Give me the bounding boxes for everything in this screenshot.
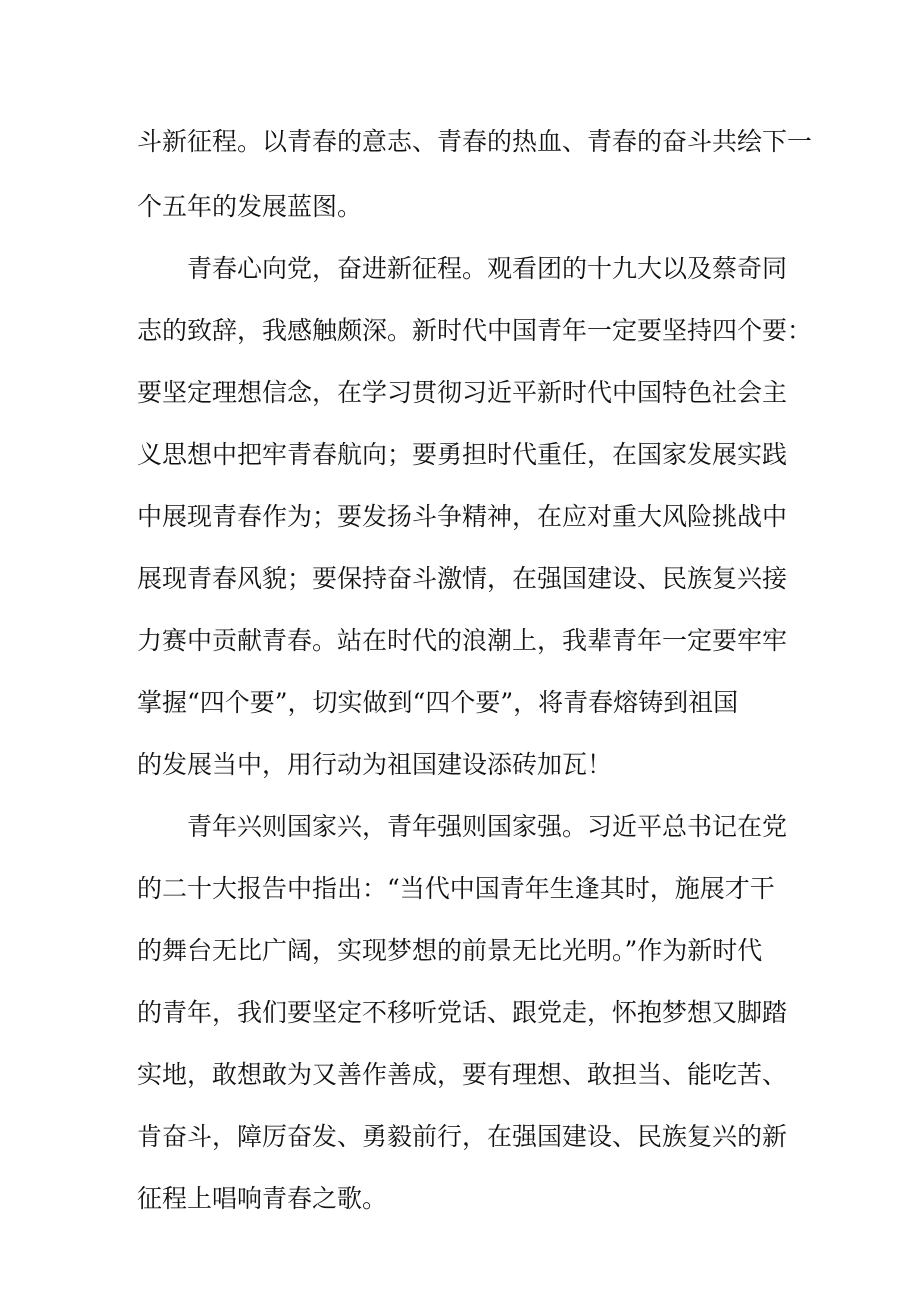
paragraph-3-line-2: 的二十大报告中指出：“当代中国青年生逢其时，施展才干 (137, 874, 775, 903)
paragraph-3-line-3: 的舞台无比广阔，实现梦想的前景无比光明。”作为新时代 (137, 936, 763, 965)
paragraph-3-line-6: 肯奋斗，障厉奋发、勇毅前行，在强国建设、民族复兴的新 (137, 1122, 788, 1151)
paragraph-3-line-7: 征程上唱响青春之歌。 (137, 1184, 388, 1213)
paragraph-2-line-8: 掌握“四个要”，切实做到“四个要”，将青春熔铸到祖国 (137, 688, 739, 717)
paragraph-2-line-5: 中展现青春作为；要发扬斗争精神，在应对重大风险挑战中 (137, 502, 788, 531)
paragraph-2-line-7: 力赛中贡献青春。站在时代的浪潮上，我辈青年一定要牢牢 (137, 626, 788, 655)
paragraph-3-line-4: 的青年，我们要坚定不移听党话、跟党走，怀抱梦想又脚踏 (137, 998, 788, 1027)
paragraph-2-line-9: 的发展当中，用行动为祖国建设添砖加瓦！ (137, 750, 613, 779)
paragraph-2-line-6: 展现青春风貌；要保持奋斗激情，在强国建设、民族复兴接 (137, 564, 788, 593)
text-line-2: 个五年的发展蓝图。 (137, 192, 363, 221)
paragraph-2-line-3: 要坚定理想信念，在学习贯彻习近平新时代中国特色社会主 (137, 378, 788, 407)
paragraph-3-line-1: 青年兴则国家兴，青年强则国家强。习近平总书记在党 (187, 812, 788, 841)
paragraph-2-line-2: 志的致辞，我感触颇深。新时代中国青年一定要坚持四个要： (137, 316, 813, 345)
text-line-1: 斗新征程。以青春的意志、青春的热血、青春的奋斗共绘下一 (137, 127, 813, 156)
paragraph-3-line-5: 实地，敢想敢为又善作善成，要有理想、敢担当、能吃苦、 (137, 1060, 788, 1089)
paragraph-2-line-1: 青春心向党，奋进新征程。观看团的十九大以及蔡奇同 (187, 254, 788, 283)
paragraph-2-line-4: 义思想中把牢青春航向；要勇担时代重任，在国家发展实践 (137, 440, 788, 469)
